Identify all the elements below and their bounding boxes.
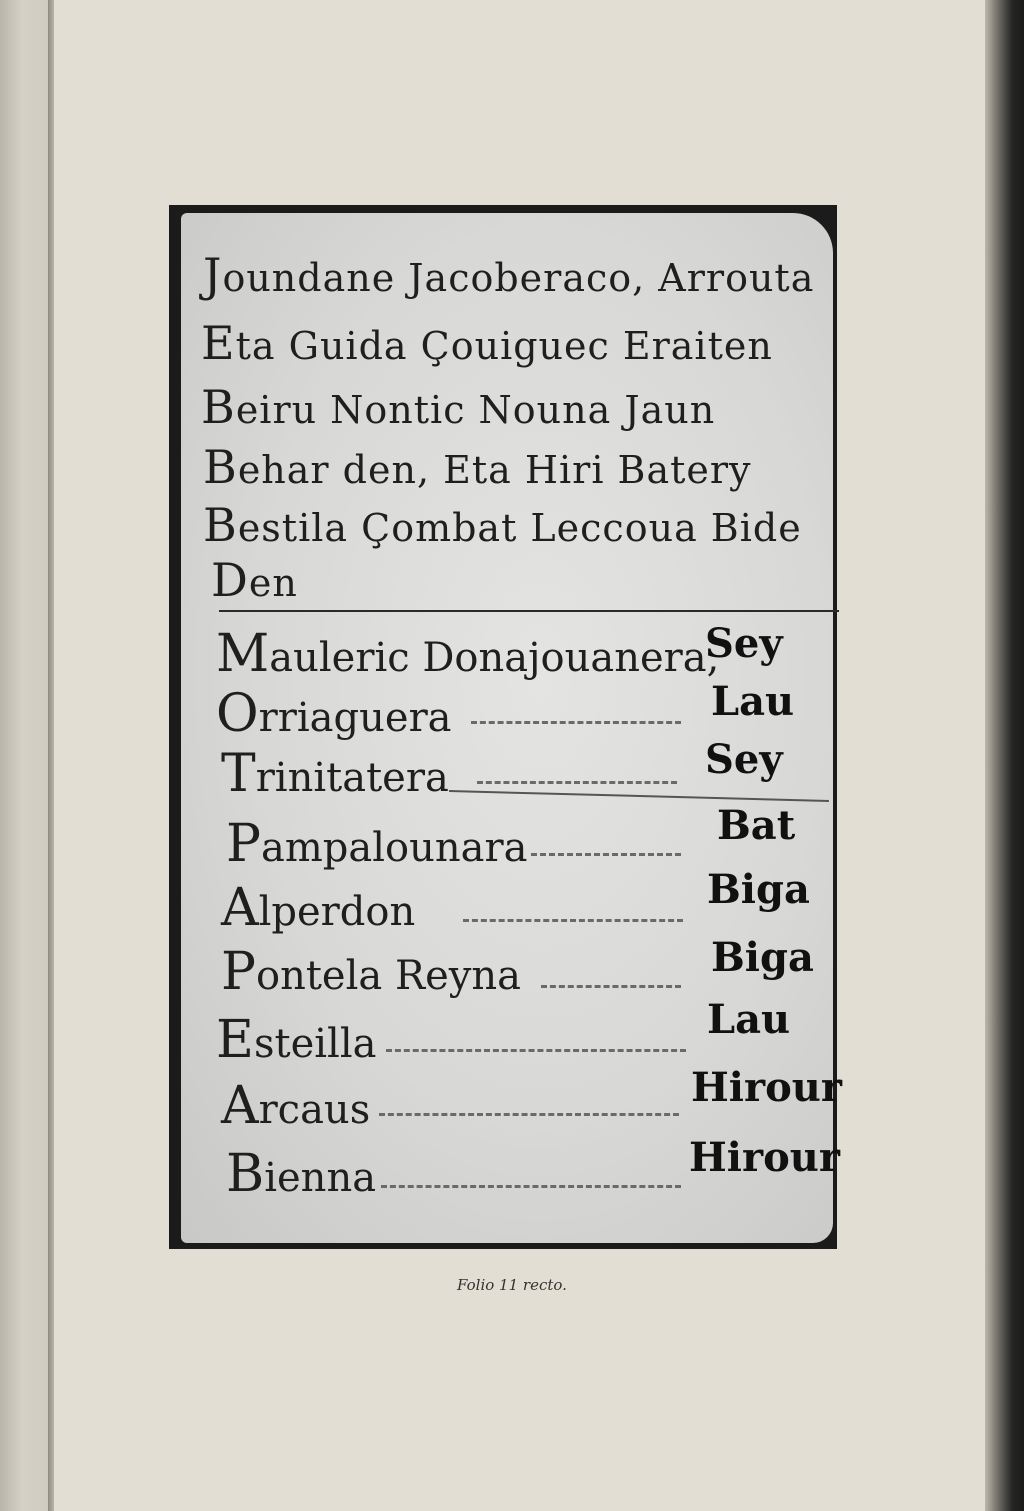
- itinerary-distance: Lau: [707, 996, 791, 1043]
- divider-line: [219, 610, 839, 612]
- itinerary-place: Trinitatera: [221, 744, 449, 804]
- leader-dots: [471, 721, 681, 726]
- leader-dots: [381, 1185, 681, 1190]
- leader-dots: [463, 919, 683, 924]
- leader-dots: [541, 985, 681, 990]
- intro-line: Joundane Jacoberaco, Arrouta: [203, 248, 815, 302]
- leader-dots: [379, 1113, 679, 1118]
- itinerary-place: Arcaus: [221, 1076, 371, 1136]
- intro-line: Eta Guida Çouiguec Eraiten: [201, 316, 773, 370]
- manuscript-photo: [169, 205, 842, 1249]
- itinerary-distance: Lau: [711, 678, 795, 725]
- manuscript-sheet: [181, 213, 842, 1243]
- itinerary-place: Pampalounara: [226, 814, 528, 874]
- itinerary-distance: Biga: [707, 866, 810, 913]
- figure-caption: Folio 11 recto.: [457, 1276, 567, 1294]
- itinerary-place: Orriaguera: [216, 684, 452, 744]
- leader-dots: [477, 781, 677, 786]
- itinerary-place: Mauleric Donajouanera,: [216, 624, 720, 684]
- leader-dots: [386, 1049, 686, 1054]
- itinerary-distance: Bat: [717, 802, 796, 849]
- itinerary-distance: Hirour: [691, 1064, 842, 1111]
- itinerary-place: Pontela Reyna: [221, 942, 521, 1002]
- itinerary-place: Esteilla: [216, 1010, 377, 1070]
- intro-line: Behar den, Eta Hiri Batery: [203, 440, 752, 494]
- leader-dots: [531, 853, 681, 858]
- itinerary-distance: Hirour: [689, 1134, 840, 1181]
- intro-line: Beiru Nontic Nouna Jaun: [201, 380, 716, 434]
- itinerary-place: Bienna: [226, 1144, 377, 1204]
- itinerary-distance: Sey: [705, 736, 783, 783]
- paper-crease: [449, 790, 829, 802]
- itinerary-distance: Biga: [711, 934, 814, 981]
- itinerary-place: Alperdon: [221, 878, 416, 938]
- itinerary-distance: Sey: [705, 620, 783, 667]
- intro-line: Bestila Çombat Leccoua Bide: [203, 498, 802, 552]
- intro-line: Den: [211, 553, 298, 607]
